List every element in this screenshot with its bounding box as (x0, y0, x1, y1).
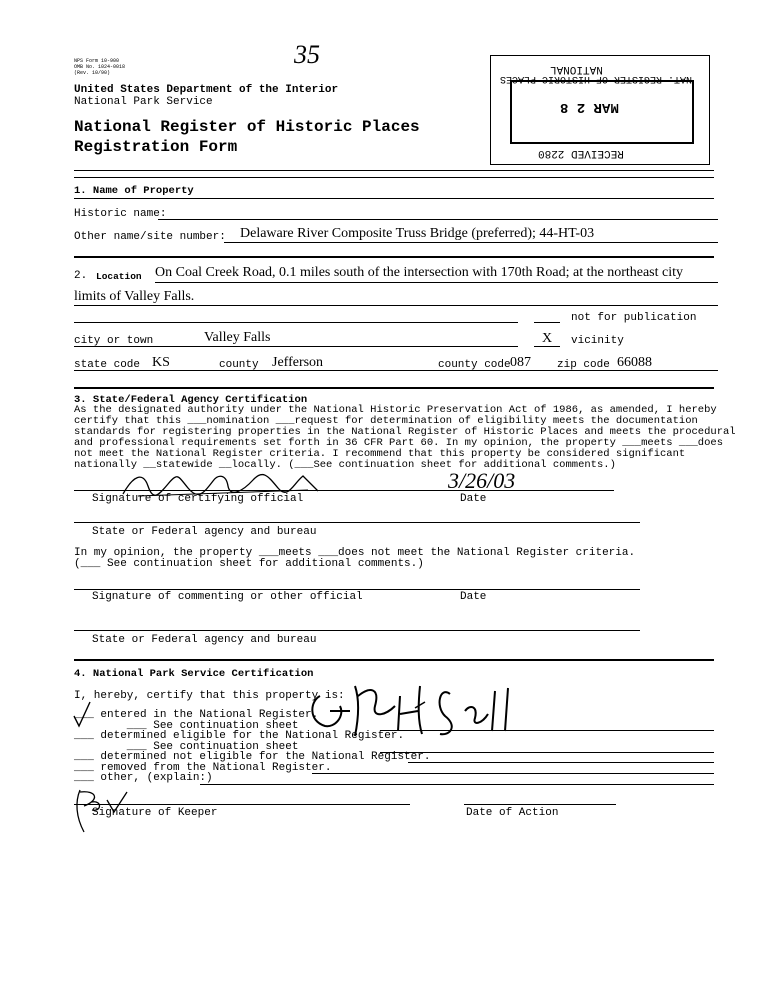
section2-number: 2. (74, 270, 88, 282)
certifying-date-label: Date (460, 493, 487, 505)
zip-code-value: 66088 (617, 355, 652, 370)
location-line2: limits of Valley Falls. (74, 289, 195, 304)
not-for-publication-label: not for publication (571, 312, 697, 324)
date-of-action-label: Date of Action (466, 807, 559, 819)
opinion-line2: (___ See continuation sheet for additional comments.) (74, 558, 424, 570)
form-number: NPS Form 10-900 (74, 58, 120, 64)
other-name-value: Delaware River Composite Truss Bridge (preferred); 44-HT-03 (240, 226, 595, 241)
county-code-value: 087 (510, 355, 531, 370)
stamp-date: MAR 2 8 (560, 99, 619, 115)
opinion-line1: In my opinion, the property ___meets ___does not meet the National Register criteria. (74, 547, 636, 559)
revision: (Rev. 10/90) (74, 70, 111, 76)
historic-name-label: Historic name: (74, 208, 167, 220)
other-name-label: Other name/site number: (74, 231, 226, 243)
cert-line: As the designated authority under the National Historic Preservation Act of 1986, as amended, I hereby (74, 404, 717, 416)
handwritten-number: 35 (294, 40, 320, 69)
county-label: county (219, 359, 259, 371)
stamp-national: NATIONAL (550, 63, 603, 75)
cert-line: nationally __statewide __locally. (___See continuation sheet for additional comments.) (74, 459, 616, 471)
keeper-signature (300, 676, 570, 746)
status-item: ___ determined eligible for the National Register. (74, 730, 405, 742)
status-item: ___ other, (explain:) (74, 772, 213, 784)
form-subtitle: Registration Form (74, 138, 238, 156)
location-line1: On Coal Creek Road, 0.1 miles south of the intersection with 170th Road; at the northeast city (155, 265, 684, 280)
status-item: ___ removed from the National Register. (74, 761, 332, 774)
state-code-value: KS (152, 355, 170, 370)
department: United States Department of the Interior (74, 84, 339, 96)
vicinity-mark: X (542, 331, 553, 346)
check-mark (72, 700, 92, 730)
stamp-received: RECEIVED 2280 (538, 147, 624, 159)
status-item: ___ See continuation sheet (74, 740, 299, 753)
county-value: Jefferson (272, 355, 324, 370)
omb-number: OMB No. 1024-0018 (74, 64, 126, 70)
city-label: city or town (74, 335, 154, 347)
service: National Park Service (74, 96, 213, 108)
status-item: ___ See continuation sheet (74, 719, 299, 732)
county-code-label: county code (438, 359, 511, 371)
certification-paragraph (74, 404, 736, 471)
cert-line: standards for registering properties in the National Register of Historic Places and meets the procedural (74, 426, 736, 438)
bureau2-label: State or Federal agency and bureau (92, 634, 317, 646)
section3-heading: 3. State/Federal Agency Certification (74, 394, 308, 406)
state-code-label: state code (74, 359, 141, 371)
commenting-date-label: Date (460, 591, 487, 603)
received-stamp (490, 55, 710, 165)
cert-line: not meet the National Register criteria. I recommend that this property be considered significant (74, 448, 686, 460)
cert-line: and professional requirements set forth in 36 CFR Part 60. In my opinion, the property ___meets ___does (74, 437, 724, 449)
status-item: ___ determined not eligible for the National Register. (74, 751, 431, 763)
section1-heading: 1. Name of Property (74, 185, 194, 197)
bureau-label: State or Federal agency and bureau (92, 526, 317, 538)
certifying-signature-label: Signature of certifying official (92, 493, 304, 505)
cert-line: certify that this ___nomination ___request for determination of eligibility meets the documentation (74, 415, 698, 427)
stamp-register: NAT. REGISTER OF HISTORIC PLACES (500, 73, 693, 84)
form-title: National Register of Historic Places (74, 118, 420, 136)
section4-intro: I, hereby, certify that this property is: (74, 690, 345, 702)
city-value: Valley Falls (204, 330, 271, 345)
zip-code-label: zip code (557, 359, 610, 371)
vicinity-label: vicinity (571, 335, 624, 347)
form-meta (74, 58, 125, 76)
section4-heading: 4. National Park Service Certification (74, 668, 314, 680)
signature-date: 3/26/03 (448, 468, 516, 493)
keeper-signature-label: Signature of Keeper (92, 807, 218, 819)
status-item: ___ entered in the National Register. (74, 709, 319, 721)
section2-heading: Location (96, 271, 142, 282)
commenting-signature-label: Signature of commenting or other official (92, 591, 363, 603)
